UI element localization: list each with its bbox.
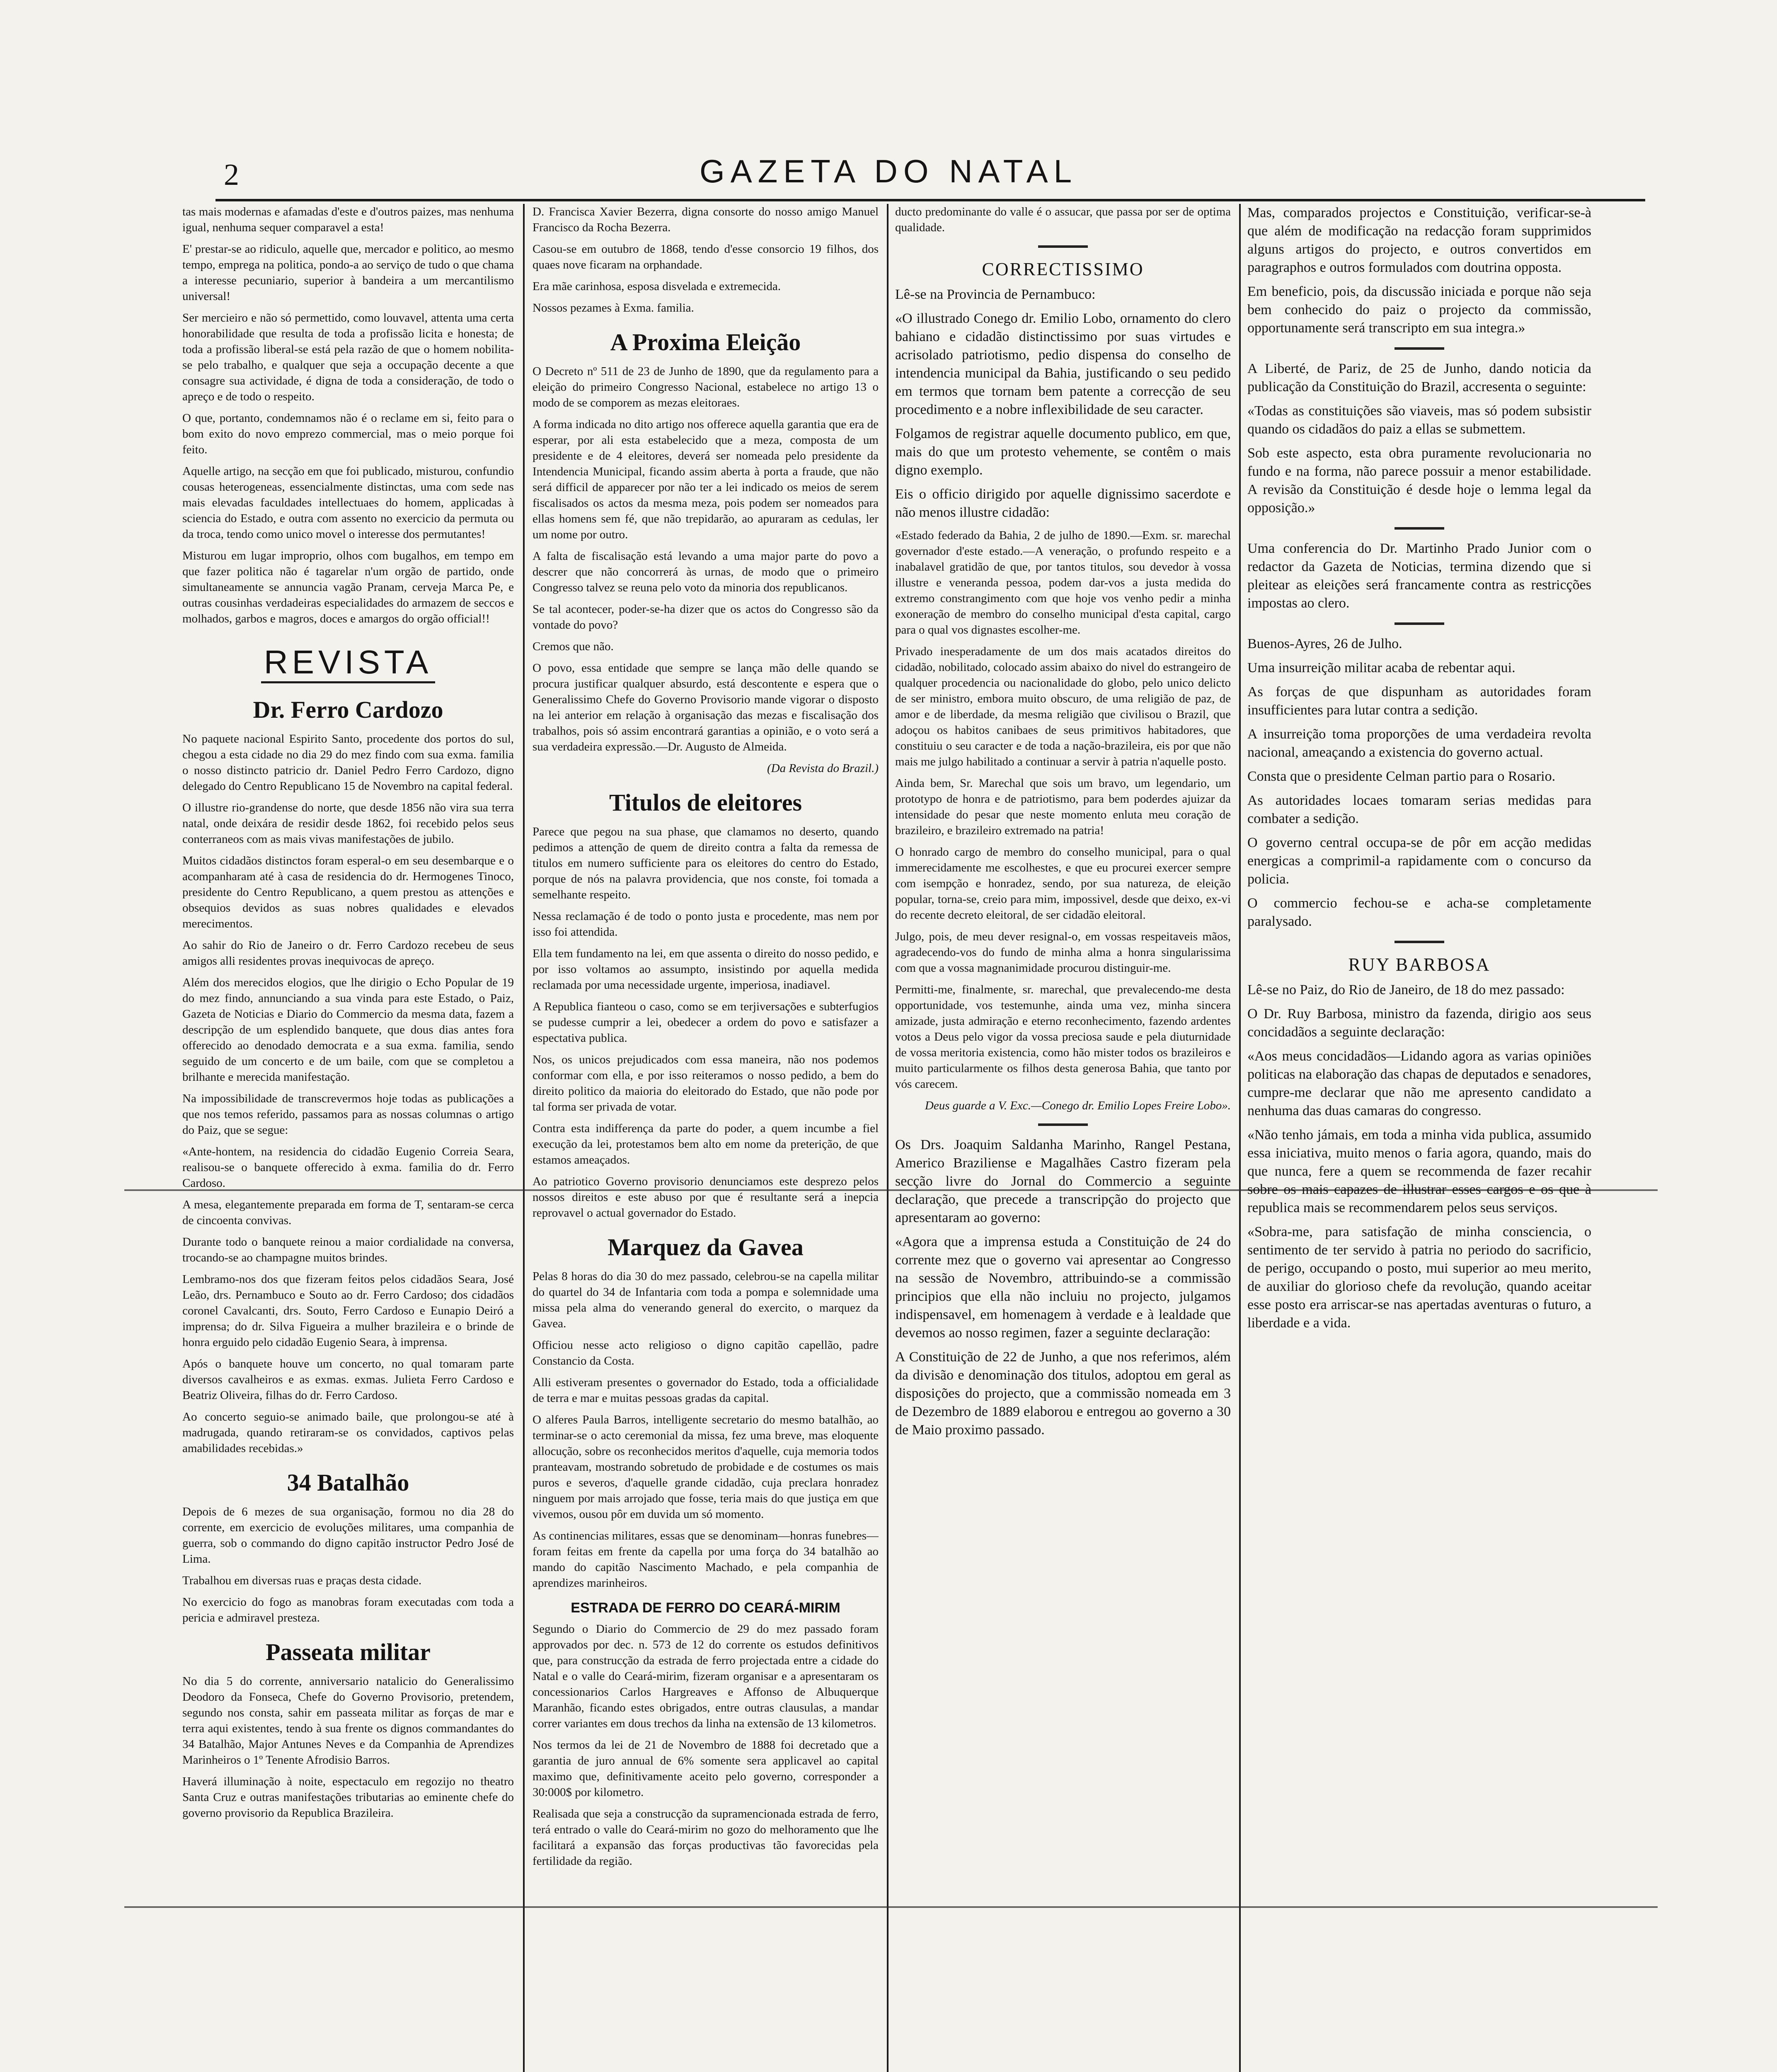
paragraph: Casou-se em outubro de 1868, tendo d'esse consorcio 19 filhos, dos quaes nove ficaram na orphandade.: [533, 242, 879, 271]
paragraph: Contra esta indifferença da parte do poder, a quem incumbe a fiel execução da lei, protestamos bem alto em nome da preterição, de que estamos ameaçados.: [533, 1122, 879, 1167]
paragraph: A falta de fiscalisação está levando a uma major parte do povo a descrer que não concorrerá às urnas, de modo que o primeiro Congresso talvez se reuna pelo voto da minoria dos republicanos.: [533, 549, 879, 594]
paragraph: A forma indicada no dito artigo nos offerece aquella garantia que era de esperar, por ali esta estabelecido que a meza, composta de um presidente e de 4 eleitores, deverá ser nomeada pelo presidente da Intendencia Municipal, ficando assim aberta à porta a fraude, que não será difficil de apparecer por não ter a lei indicado os meios de serem fiscalisados os actos da mesma meza, pois podem ser nomeados para ellas homens sem fé, que não trepidarão, ao apuraram as cedulas, ler um nome por outro.: [533, 418, 879, 541]
paragraph: A Constituição de 22 de Junho, a que nos referimos, além da divisão e denominação dos titulos, adoptou em geral as disposições do projecto, que a commissão nomeada em 3 de Dezembro de 1889 elaborou e entregou ao governo a 30 de Maio proximo passado.: [895, 1349, 1231, 1438]
paragraph: No exercicio do fogo as manobras foram executadas com toda a pericia e admiravel presteza.: [182, 1595, 514, 1624]
article-heading: Marquez da Gavea: [608, 1234, 804, 1261]
paragraph: Lê-se no Paiz, do Rio de Janeiro, de 18 do mez passado:: [1247, 982, 1565, 997]
paragraph: Muitos cidadãos distinctos foram esperal-o em seu desembarque e o acompanharam até à casa de residencia do dr. Hermogenes Tinoco, presidente do Centro Republicano, a quem prestou as attenções e obsequios devidos as suas nobres qualidades e elevados merecimentos.: [182, 854, 514, 930]
paragraph: Além dos merecidos elogios, que lhe dirigio o Echo Popular de 19 do mez findo, annunciando a sua vinda para este Estado, o Paiz, Gazeta de Noticias e Diario do Commercio da mesma data, fazem a descripção de um esplendido banquete, que dous dias antes fora offerecido ao denodado democrata e a sua exma. familia, sendo seguido de um concerto e de um baile, com que se completou a brilhante e merecida manifestação.: [182, 976, 514, 1084]
dateline: Buenos-Ayres, 26 de Julho.: [1247, 636, 1402, 651]
paragraph: Era mãe carinhosa, esposa disvelada e extremecida.: [533, 280, 781, 293]
paragraph: Ser mercieiro e não só permettido, como louvavel, attenta uma certa honorabilidade que resulta de toda a profissão licita e honesta; de toda a profissão liberal-se está pela razão de que o homem nobilita-se pelo trabalho, e qualquer que seja a occupação decente a que consagre sua actividade, é digna de toda a consideração, de todo o apreço e de todo o respeito.: [182, 311, 514, 403]
paragraph: Nossos pezames à Exma. familia.: [533, 301, 694, 315]
paragraph: Permitti-me, finalmente, sr. marechal, que prevalecendo-me desta opportunidade, vos testemunhe, ainda uma vez, minha sincera amizade, justa admiração e eterno reconhecimento, fazendo ardentes votos a Deus pelo vigor da vossa preciosa saude e pela diuturnidade de vossa meritoria existencia, como hão mister todos os brazileiros e muito particularmente os filhos desta generosa Bahia, que tanto por vós carecem.: [895, 983, 1231, 1091]
paragraph: «Estado federado da Bahia, 2 de julho de 1890.—Exm. sr. marechal governador d'este estado.—A veneração, o profundo respeito e a inabalavel gratidão de que, por tantos titulos, sou devedor à vossa illustre e veneranda pessoa, podem dar-vos a justa medida do extremo constrangimento com que hoje vos venho pedir a minha exoneração de membro do conselho municipal d'esta capital, cargo para o qual vos dignastes escolher-me.: [895, 529, 1231, 637]
paragraph: Folgamos de registrar aquelle documento publico, em que, mais do que um protesto vehemente, se contêm o mais digno exemplo.: [895, 426, 1231, 478]
paragraph: Haverá illuminação à noite, espectaculo em regozijo no theatro Santa Cruz e outras manifestações tributarias ao eminente chefe do governo provisorio da Republica Brazileira.: [182, 1775, 514, 1820]
paragraph: «Todas as constituições são viaveis, mas só podem subsistir quando os cidadãos do paiz a ellas se submettem.: [1247, 403, 1591, 437]
paragraph: Em beneficio, pois, da discussão iniciada e porque não seja bem conhecido do paiz o projecto da commissão, opportunamente será transcripto em sua integra.»: [1247, 284, 1591, 336]
section-separator: [1394, 941, 1444, 943]
paragraph: Mas, comparados projectos e Constituição, verificar-se-à que além de modificação na redacção foram supprimidos alguns artigos do projecto, e outros convertidos em paragraphos e outros formulados com doutrina opposta.: [1247, 205, 1591, 275]
paragraph: «Não tenho jámais, em toda a minha vida publica, assumido essa iniciativa, muito menos o faria agora, quando, mais do que nunca, fere a quem se recommenda de fazer recahir sobre os mais capazes de illustrar esses cargos e os que à republica mais se recommendarem pelos seus serviços.: [1247, 1127, 1591, 1215]
paragraph: O povo, essa entidade que sempre se lança mão delle quando se procura justificar qualquer absurdo, está descontente e espera que o Generalissimo Chefe do Governo Provisorio mande vigorar o disposto na lei anterior em relação à organisação das mezas e fiscalisação dos trabalhos, pois só assim encontrará garantias a opinião, e o voto será a sua verdadeira expressão.—Dr. Augusto de Almeida.: [533, 661, 879, 753]
paragraph: Os Drs. Joaquim Saldanha Marinho, Rangel Pestana, Americo Braziliense e Magalhães Castro fizeram pela secção livre do Jornal do Commercio a seguinte declaração, que precede a transcripção do projecto que apresentaram ao governo:: [895, 1137, 1231, 1225]
section-separator: [1394, 347, 1444, 350]
paragraph: «Agora que a imprensa estuda a Constituição de 24 do corrente mez que o governo vai apresentar ao Congresso na sessão de Novembro, attribuindo-se a commissão principios que ella não incluiu no projecto, julgamos indispensavel, em homenagem à verdade e à lealdade que devemos ao nosso regimen, fazer a seguinte declaração:: [895, 1234, 1231, 1341]
paragraph: Após o banquete houve um concerto, no qual tomaram parte diversos cavalheiros e as exmas. exmas. Julieta Ferro Cardoso e Beatriz Oliveira, filhas do dr. Ferro Cardoso.: [182, 1357, 514, 1402]
paragraph: As continencias militares, essas que se denominam—honras funebres—foram feitas em frente da capella por uma força do 34 batalhão ao mando do capitão Nascimento Machado, e pela companhia de aprendizes marinheiros.: [533, 1529, 879, 1590]
article-heading: A Proxima Eleição: [610, 329, 801, 356]
paragraph: Nos termos da lei de 21 de Novembro de 1888 foi decretado que a garantia de juro annual de 6% somente sera applicavel ao capital maximo que, definitivamente aceito pelo governo, corresponder a 30:000$ por kilometro.: [533, 1738, 879, 1799]
article-heading: ESTRADA DE FERRO DO CEARÁ-MIRIM: [571, 1600, 840, 1616]
paragraph: O Dr. Ruy Barbosa, ministro da fazenda, dirigio aos seus concidadãos a seguinte declaração:: [1247, 1006, 1591, 1040]
paragraph: Ainda bem, Sr. Marechal que sois um bravo, um legendario, um prototypo de honra e de patriotismo, para bem poderdes ajuizar da intensidade do pesar que neste momento enluta meu coração de brazileiro, e brazileiro extremado na patria!: [895, 777, 1231, 837]
column-4: [1247, 204, 1591, 2072]
section-separator: [1038, 1123, 1088, 1126]
article-heading: 34 Batalhão: [287, 1469, 409, 1496]
page-number: 2: [224, 158, 239, 192]
paragraph: O honrado cargo de membro do conselho municipal, para o qual immerecidamente me escolhestes, e que eu procurei exercer sempre com isempção e honradez, sendo, por sua natureza, de eleição popular, torna-se, creio para mim, impossivel, desde que deixo, ex-vi do recente decreto eleitoral, de ser cidadão eleitoral.: [895, 845, 1231, 922]
section-separator: [1394, 622, 1444, 625]
section-heading-revista: REVISTA: [261, 643, 435, 683]
paragraph: As autoridades locaes tomaram serias medidas para combater a sedição.: [1247, 793, 1591, 826]
paragraph: Julgo, pois, de meu dever resignal-o, em vossas respeitaveis mãos, agradecendo-vos do fundo de minha alma a honra singularissima com que a vossa magnanimidade procurou distinguir-me.: [895, 930, 1231, 975]
paragraph: «Ante-hontem, na residencia do cidadão Eugenio Correia Seara, realisou-se o banquete offerecido à exma. familia do dr. Ferro Cardoso.: [182, 1145, 514, 1190]
paragraph: Cremos que não.: [533, 640, 614, 653]
paragraph: O alferes Paula Barros, intelligente secretario do mesmo batalhão, ao terminar-se o acto ceremonial da missa, fez uma breve, mas eloquente allocução, sobre os reconhecidos meritos d'aquelle, cuja memoria todos pranteavam, mostrando sobretudo de probidade e de costumes os mais puros e severos, d'aquelle grande cidadão, cuja preclara honradez ninguem por mais arrojado que fosse, teria mais do que justiça em que vivemos, ousou pôr em duvida um só momento.: [533, 1413, 879, 1521]
column-divider: [887, 204, 888, 2072]
source-credit: (Da Revista do Brazil.): [767, 762, 879, 775]
paragraph: Eis o officio dirigido por aquelle dignissimo sacerdote e não menos illustre cidadão:: [895, 487, 1231, 520]
paragraph: A mesa, elegantemente preparada em forma de T, sentaram-se cerca de cincoenta convivas.: [182, 1198, 514, 1227]
paragraph: Depois de 6 mezes de sua organisação, formou no dia 28 do corrente, em exercicio de evoluções militares, uma companhia de guerra, sob o commando do digno capitão instructor Pedro José de Lima.: [182, 1505, 514, 1566]
paragraph: O que, portanto, condemnamos não é o reclame em si, feito para o bom exito do novo emprezo commercial, mas o meio porque foi feito.: [182, 411, 514, 456]
paragraph: Lê-se na Provincia de Pernambuco:: [895, 287, 1096, 302]
column-1: [182, 204, 514, 2072]
paragraph: No dia 5 do corrente, anniversario natalicio do Generalissimo Deodoro da Fonseca, Chefe do Governo Provisorio, pretendem, segundo nos consta, sahir em passeata militar as forças de mar e terra aqui existentes, tendo à sua frente os dignos commandantes do 34 Batalhão, Major Antunes Neves e da Companhia de Aprendizes Marinheiros o 1º Tenente Afrodisio Barros.: [182, 1675, 514, 1767]
section-separator: [1038, 245, 1088, 248]
column-divider: [1239, 204, 1241, 2072]
paragraph: O commercio fechou-se e acha-se completamente paralysado.: [1247, 896, 1591, 929]
article-heading: CORRECTISSIMO: [982, 259, 1144, 279]
paragraph: Ao sahir do Rio de Janeiro o dr. Ferro Cardozo recebeu de seus amigos alli residentes provas inequivocas de apreço.: [182, 939, 514, 968]
paragraph: A Liberté, de Pariz, de 25 de Junho, dando noticia da publicação da Constituição do Brazil, accresenta o seguinte:: [1247, 361, 1591, 395]
column-2: [533, 204, 879, 2072]
paragraph: «Aos meus concidadãos—Lidando agora as varias opiniões politicas na elaboração das chapas de deputados e senadores, cumpre-me declarar que não me apresento candidato a nenhuma das duas camaras do congresso.: [1247, 1048, 1591, 1118]
paragraph: Segundo o Diario do Commercio de 29 do mez passado foram approvados por dec. n. 573 de 12 do corrente os estudos definitivos que, para construcção da estrada de ferro projectada entre a cidade do Natal e o valle do Ceará-mirim, fizeram organisar e a apresentaram os concessionarios Carlos Hargreaves e Affonso de Albuquerque Maranhão, ficando estes obrigados, entre outras clausulas, a mandar correr variantes em dous trechos da linha na extensão de 13 kilometros.: [533, 1622, 879, 1730]
paragraph: Uma conferencia do Dr. Martinho Prado Junior com o redactor da Gazeta de Noticias, termina dizendo que si pleitear as eleições será francamente contra as restricções impostas ao clero.: [1247, 541, 1591, 611]
paragraph: Se tal acontecer, poder-se-ha dizer que os actos do Congresso são da vontade do povo?: [533, 603, 879, 632]
paragraph: ducto predominante do valle é o assucar, que passa por ser de optima qualidade.: [895, 205, 1231, 234]
paragraph: Lembramo-nos dos que fizeram feitos pelos cidadãos Seara, José Leão, drs. Pernambuco e Souto ao dr. Ferro Cardoso; dos cidadãos coronel Cavalcanti, drs. Souto, Ferro Cardoso e Eunapio Deiró a imprensa; do dr. Silva Figueira a mulher brazileira e o brinde de honra erguido pelo cidadão Eugenio Seara, à imprensa.: [182, 1273, 514, 1349]
paragraph: Aquelle artigo, na secção em que foi publicado, misturou, confundio cousas heterogeneas, essencialmente distinctas, uma com sede nas mais elevadas faculdades intellectuaes do homem, applicadas à sciencia do Estado, e outra com assento no exercicio da permuta ou da troca, tendo como unico movel o interesse dos permutantes!: [182, 465, 514, 541]
paragraph: tas mais modernas e afamadas d'este e d'outros paizes, mas nenhuma igual, nenhuma sequer comparavel a esta!: [182, 205, 514, 234]
newspaper-title: GAZETA DO NATAL: [699, 153, 1078, 189]
paragraph: Na impossibilidade de transcrevermos hoje todas as publicações a que nos temos referido, passamos para as nossas columnas o artigo do Paiz, que se segue:: [182, 1092, 514, 1137]
paragraph: Trabalhou em diversas ruas e praças desta cidade.: [182, 1574, 422, 1587]
paragraph: O illustre rio-grandense do norte, que desde 1856 não vira sua terra natal, onde deixára de residir desde 1862, foi recebido pelos seus conterraneos com as mais vivas manifestações de jubilo.: [182, 801, 514, 846]
article-heading: Titulos de eleitores: [609, 789, 802, 816]
paragraph: Privado inesperadamente de um dos mais acatados direitos do cidadão, nobilitado, colocado assim abaixo do nivel do estrangeiro de qualquer procedencia ou nacionalidade do globo, pelo unico delicto de ser ministro, embora muito obscuro, de uma religião de paz, de amor e de liberdade, da mesma religião que civilisou o Brazil, que adoçou os habitos canibaes de seus primitivos habitadores, que constituiu o seu caracter e de toda a nação-brazileira, eis por que não mais me julgo habilitado a continuar a servir à patria n'aquelle posto.: [895, 645, 1231, 768]
article-heading: Dr. Ferro Cardozo: [253, 696, 443, 723]
paragraph: Sob este aspecto, esta obra puramente revolucionaria no fundo e na forma, não parece possuir a menor estabilidade. A revisão da Constituição é desde hoje o lemma legal da opposição.»: [1247, 445, 1591, 516]
paragraph: Nessa reclamação é de todo o ponto justa e procedente, mas nem por isso foi attendida.: [533, 910, 879, 939]
paragraph: «O illustrado Conego dr. Emilio Lobo, ornamento do clero bahiano e cidadão distinctissimo por suas virtudes e acrisolado patriotismo, pedio dispensa do conselho de intendencia municipal da Bahia, justificando o seu pedido em termos que tornam bem patente a correcção de seu procedimento e a nobre inflexibilidade de seu caracter.: [895, 311, 1231, 417]
paragraph: As forças de que dispunham as autoridades foram insufficientes para lutar contra a sedição.: [1247, 684, 1591, 718]
paragraph: D. Francisca Xavier Bezerra, digna consorte do nosso amigo Manuel Francisco da Rocha Bezerra.: [533, 205, 879, 234]
paragraph: Parece que pegou na sua phase, que clamamos no deserto, quando pedimos a attenção de quem de direito contra a falta da remessa de titulos em numero sufficiente para os eleitores do centro do Estado, porque de nós na palavra providencia, que nos conste, foi tomada a semelhante respeito.: [533, 825, 879, 901]
paragraph: Ao concerto seguio-se animado baile, que prolongou-se até à madrugada, quando retiraram-se os convidados, captivos pelas amabilidades recebidas.»: [182, 1410, 514, 1455]
paragraph: Officiou nesse acto religioso o digno capitão capellão, padre Constancio da Costa.: [533, 1339, 879, 1368]
article-heading: RUY BARBOSA: [1348, 954, 1491, 975]
paragraph: No paquete nacional Espirito Santo, procedente dos portos do sul, chegou a esta cidade no dia 29 do mez findo com sua exma. familia o nosso distincto patricio dr. Daniel Pedro Ferro Cardozo, digno delegado do Centro Republicano 15 de Novembro na capital federal.: [182, 732, 514, 793]
masthead-rule: [215, 199, 1645, 201]
paragraph: Ao patriotico Governo provisorio denunciamos este desprezo pelos nossos direitos e este abuso por que é resultante será a inepcia reprovavel o actual governador do Estado.: [533, 1175, 879, 1220]
paragraph: E' prestar-se ao ridiculo, aquelle que, mercador e politico, ao mesmo tempo, emprega na politica, pondo-a ao serviço de tudo o que chama a interesse pecuniario, superior à bandeira a um mercantilismo universal!: [182, 242, 514, 303]
column-divider: [523, 204, 525, 2072]
paragraph: Durante todo o banquete reinou a maior cordialidade na conversa, trocando-se ao champagne muitos brindes.: [182, 1235, 514, 1264]
paragraph: Pelas 8 horas do dia 30 do mez passado, celebrou-se na capella militar do quartel do 34 de Infantaria com toda a pompa e solemnidade uma missa pela alma do venerando general do exercito, o marquez da Gavea.: [533, 1270, 879, 1330]
paragraph: Consta que o presidente Celman partio para o Rosario.: [1247, 769, 1556, 784]
paragraph: Uma insurreição militar acaba de rebentar aqui.: [1247, 660, 1516, 675]
paragraph: A Republica fianteou o caso, como se em terjiversações e subterfugios se pudesse cumprir a lei, obedecer a ordem do povo e satisfazer a espectativa publica.: [533, 1000, 879, 1045]
paragraph: Alli estiveram presentes o governador do Estado, toda a officialidade de terra e mar e muitas pessoas gradas da capital.: [533, 1376, 879, 1405]
paragraph: Nos, os unicos prejudicados com essa maneira, não nos podemos conformar com ella, e por isso reiteramos o nosso pedido, a bem do direito politico da maioria do eleitorado do Estado, que não pode por tal forma ser privada de votar.: [533, 1053, 879, 1113]
paragraph: Realisada que seja a construcção da supramencionada estrada de ferro, terá entrado o valle do Ceará-mirim no gozo do melhoramento que lhe facilitará a expansão das forças productivas tão favorecidas pela fertilidade da região.: [533, 1807, 879, 1868]
signature-line: Deus guarde a V. Exc.—Conego dr. Emilio Lopes Freire Lobo».: [925, 1099, 1231, 1112]
paragraph: Ella tem fundamento na lei, em que assenta o direito do nosso pedido, e por isso voltamos ao assumpto, insistindo por aquella medida reclamada por uma necessidade urgente, imperiosa, inadiavel.: [533, 947, 879, 992]
paragraph: O governo central occupa-se de pôr em acção medidas energicas a comprimil-a rapidamente com o concurso da policia.: [1247, 835, 1591, 887]
section-separator: [1394, 527, 1444, 530]
paragraph: A insurreição toma proporções de uma verdadeira revolta nacional, ameaçando a existencia do governo actual.: [1247, 726, 1591, 760]
paragraph: «Sobra-me, para satisfação de minha consciencia, o sentimento de ter servido à patria no periodo do sacrificio, de perigo, occupando o posto, mui superior ao meu merito, de auxiliar do glorioso chefe da revolução, quando aceitar esse posto era arriscar-se nas apertadas aventuras o futuro, a liberdade e a vida.: [1247, 1224, 1591, 1331]
paragraph: O Decreto nº 511 de 23 de Junho de 1890, que da regulamento para a eleição do primeiro Congresso Nacional, estabelece no artigo 13 o modo de se comporem as mezas eleitoraes.: [533, 365, 879, 409]
article-heading: Passeata militar: [266, 1639, 431, 1665]
column-3: [895, 204, 1231, 2072]
paragraph: Misturou em lugar improprio, olhos com bugalhos, em tempo em que fazer politica não é tagarelar n'um orgão de partido, onde simultaneamente se annuncia vagão Pranam, cerveja Marca Pe, e outras cousinhas verdadeiras especialidades do armazem de seccos e molhados, garbos e magros, doces e amargos do orgão official!!: [182, 549, 514, 625]
